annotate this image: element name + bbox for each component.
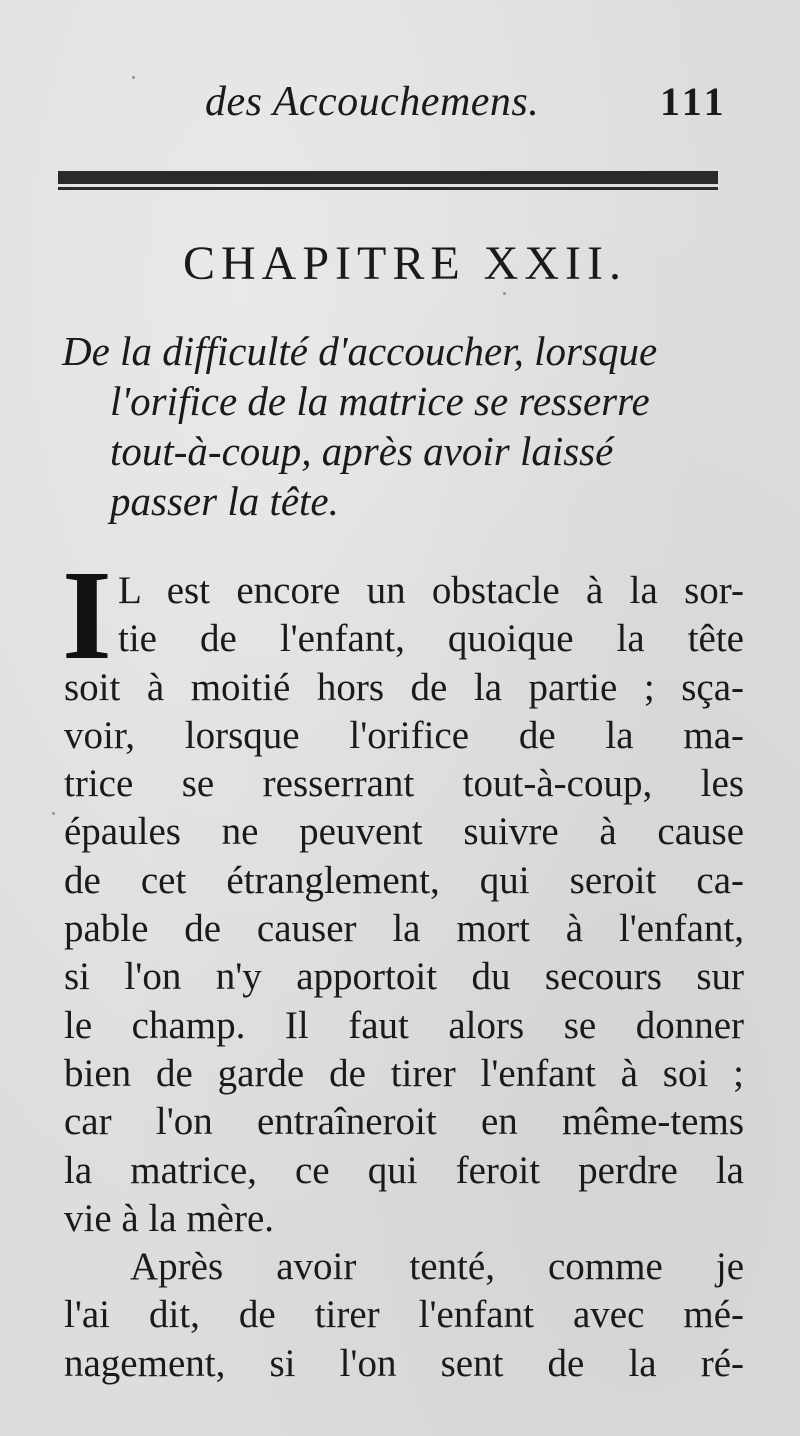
- chapter-title: [62, 326, 752, 526]
- text-line: bien de garde de tirer l'enfant à soi ;: [64, 1051, 744, 1095]
- paper-speck: [132, 76, 135, 79]
- page-number: 111: [660, 79, 728, 124]
- text-line: car l'on entraîneroit en même-tems: [64, 1100, 744, 1144]
- running-head: [0, 78, 800, 128]
- paper-speck: [503, 292, 506, 295]
- text-line: vie à la mère.: [64, 1196, 275, 1240]
- chapter-title-line: De la difficulté d'accoucher, lorsque: [62, 328, 658, 374]
- chapter-title-line: tout-à-coup, après avoir laissé: [110, 428, 614, 474]
- text-line: si l'on n'y apportoit du secours sur: [64, 955, 744, 999]
- text-line: la matrice, ce qui feroit perdre la: [64, 1148, 744, 1192]
- paper-speck: [52, 812, 55, 815]
- text-line: Après avoir tenté, comme je: [130, 1245, 744, 1289]
- text-line: soit à moitié hors de la partie ; sça-: [64, 665, 744, 709]
- body-text: [62, 544, 744, 1388]
- text-line: trice se resserrant tout-à-coup, les: [64, 762, 744, 806]
- header-rule: [58, 171, 718, 191]
- text-line: l'ai dit, de tirer l'enfant avec mé-: [64, 1293, 744, 1337]
- text-line: épaules ne peuvent suivre à cause: [64, 810, 744, 854]
- text-line: tie de l'enfant, quoique la tête: [118, 617, 744, 661]
- chapter-title-line: passer la tête.: [110, 478, 339, 524]
- drop-cap: I: [62, 544, 112, 686]
- text-line: nagement, si l'on sent de la ré-: [64, 1341, 744, 1385]
- text-line: de cet étranglement, qui seroit ca-: [64, 858, 744, 902]
- header-rule-thin: [58, 187, 718, 190]
- text-line: pable de causer la mort à l'enfant,: [64, 907, 744, 951]
- chapter-heading: CHAPITRE XXII.: [183, 237, 627, 290]
- text-line: voir, lorsque l'orifice de la ma-: [64, 713, 744, 757]
- text-line: L est encore un obstacle à la sor-: [118, 569, 744, 612]
- text-line: le champ. Il faut alors se donner: [64, 1003, 744, 1047]
- running-title: des Accouchemens.: [205, 79, 540, 125]
- chapter-title-line: l'orifice de la matrice se resserre: [110, 378, 650, 424]
- header-rule-thick: [58, 171, 718, 184]
